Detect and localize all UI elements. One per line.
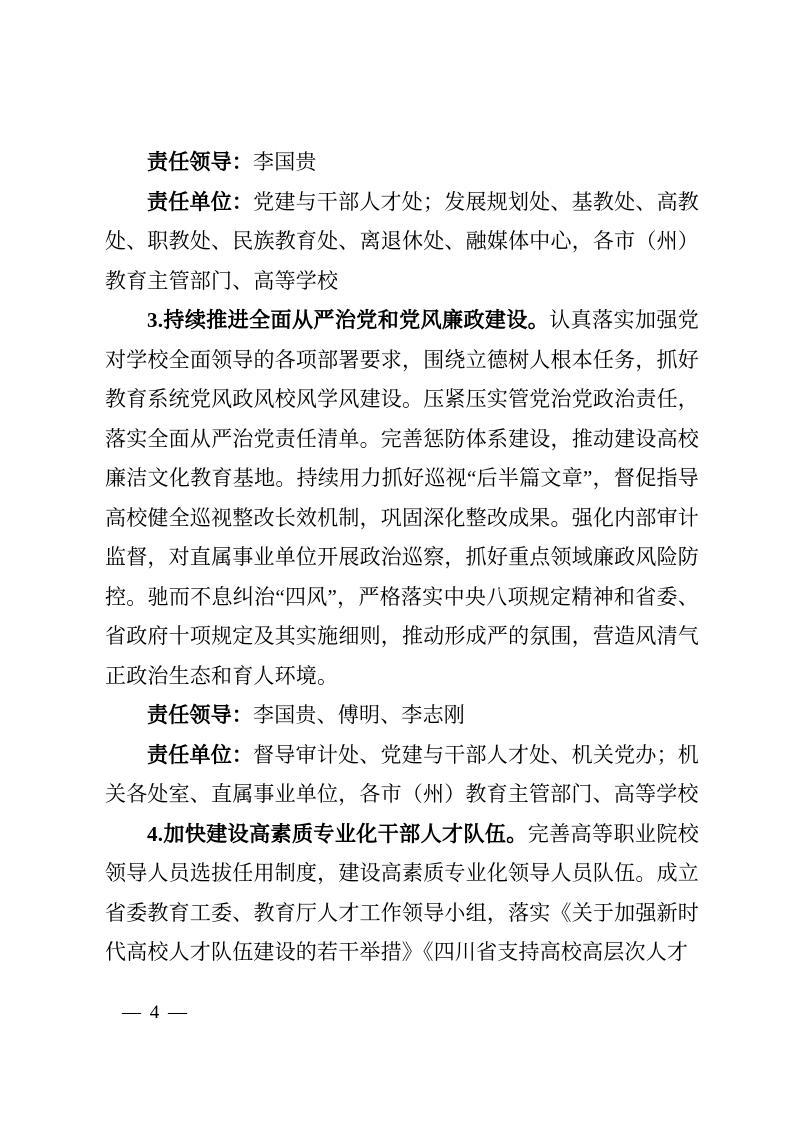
responsibility-paragraph [105,183,699,302]
paragraph-text: 督导审计处、党建与干部人才处、机关党办；机关各处室、直属事业单位，各市（州）教育主管部门、高等学校 [105,742,700,806]
paragraph-bold-label: 责任领导： [147,703,253,727]
numbered-heading-paragraph [105,815,699,973]
numbered-heading-paragraph [105,301,699,696]
paragraph-text: 完善高等职业院校领导人员选拔任用制度，建设高素质专业化领导人员队伍。成立省委教育工委、教育厅人才工作领导小组，落实《关于加强新时代高校人才队伍建设的若干举措》《四川省支持高校高层次人才 [105,821,699,964]
paragraph-bold-label: 责任单位： [147,742,254,767]
paragraph-text: 认真落实加强党对学校全面领导的各项部署要求，围绕立德树人根本任务，抓好教育系统党风政风校风学风建设。压紧压实管党治党政治责任，落实全面从严治党责任清单。完善惩防体系建设，推动建设高校廉洁文化教育基地。持续用力抓好巡视“后半篇文章”，督促指导高校健全巡视整改长效机制，巩固深化整改成果。强化内部审计监督，对直属事业单位开展政治巡察，抓好重点领域廉政风险防控。驰而不息纠治“四风”，严格落实中央八项规定精神和省委、省政府十项规定及其实施细则，推动形成严的氛围，营造风清气正政治生态和育人环境。 [105,308,700,688]
paragraph-text: 李国贵 [253,150,317,174]
paragraph-text: 李国贵、傅明、李志刚 [253,703,465,727]
paragraph-bold-label: 责任单位： [147,189,254,214]
responsibility-paragraph [105,736,699,815]
paragraph-bold-label: 3.持续推进全面从严治党和党风廉政建设。 [147,308,550,332]
responsibility-paragraph [105,696,699,736]
paragraph-bold-label: 4.加快建设高素质专业化干部人才队伍。 [147,821,528,846]
responsibility-paragraph [105,143,699,183]
document-body [105,143,699,973]
paragraph-text: 党建与干部人才处；发展规划处、基教处、高教处、职教处、民族教育处、离退休处、融媒体中心，各市（州）教育主管部门、高等学校 [105,189,700,293]
page-number: — 4 — [122,1002,189,1023]
paragraph-bold-label: 责任领导： [147,150,253,174]
